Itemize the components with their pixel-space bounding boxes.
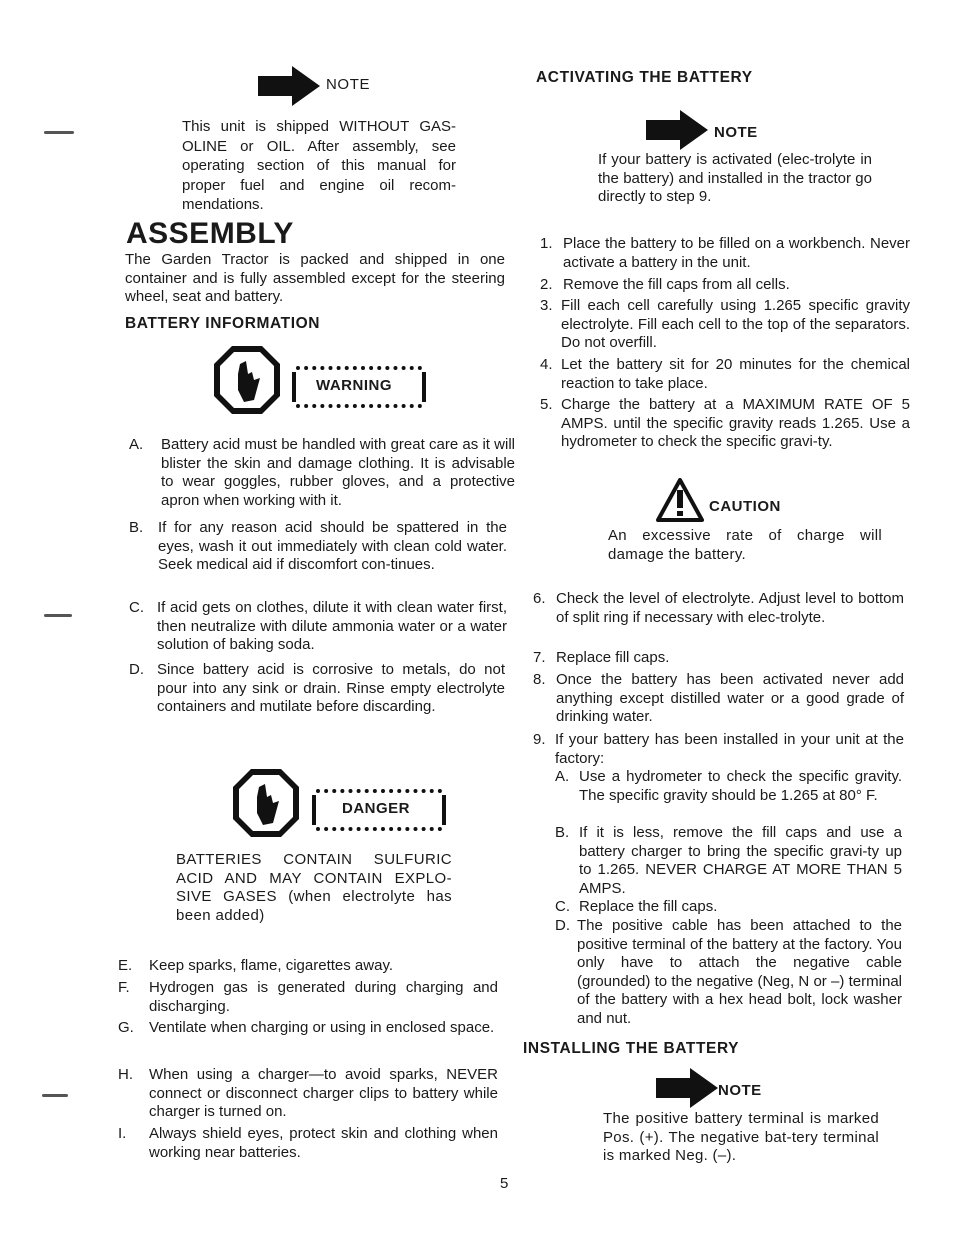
warning-banner (292, 366, 426, 408)
danger-banner-bottom-border (316, 823, 442, 831)
arrow-right-icon (656, 1068, 718, 1108)
note-2-label: NOTE (714, 124, 758, 141)
stop-hand-octagon-icon (212, 344, 282, 416)
warning-label: WARNING (316, 377, 392, 394)
arrow-right-icon (258, 66, 320, 106)
activating-heading: ACTIVATING THE BATTERY (536, 69, 753, 86)
note-3-header (656, 1068, 816, 1108)
danger-banner-top-border (316, 789, 442, 797)
assembly-intro: The Garden Tractor is packed and shipped in one container and is fully assembled except for the steering wheel, seat and battery. (125, 251, 505, 305)
warning-triangle-icon (656, 478, 704, 522)
danger-banner-left-border (312, 795, 316, 825)
scan-mark (42, 1094, 68, 1097)
caution-label: CAUTION (709, 498, 781, 515)
note-2-text: If your battery is activated (elec-trolyte in the battery) and installed in the tractor go directly to step 9. (598, 151, 872, 205)
note-1-text: This unit is shipped WITHOUT GAS-OLINE or OIL. After assembly, see operating section of this manual for proper fuel and engine oil recom-mendations. (182, 118, 456, 213)
note-1-header (258, 66, 418, 106)
battery-information-heading: BATTERY INFORMATION (125, 315, 321, 332)
danger-text: BATTERIES CONTAIN SULFURIC ACID AND MAY CONTAIN EXPLO-SIVE GASES (when electrolyte has been added) (176, 851, 452, 924)
note-1-label: NOTE (326, 76, 371, 93)
note-2-header (646, 110, 806, 150)
danger-banner-right-border (442, 795, 446, 825)
stop-hand-octagon-icon (231, 767, 301, 839)
page-title: ASSEMBLY (126, 217, 294, 250)
warning-banner-left-border (292, 372, 296, 402)
caution-text: An excessive rate of charge will damage the battery. (608, 527, 882, 563)
danger-banner (312, 789, 446, 831)
danger-label: DANGER (342, 800, 411, 817)
page-number: 5 (500, 1175, 509, 1192)
warning-banner-right-border (422, 372, 426, 402)
scan-mark (44, 614, 72, 617)
arrow-right-icon (646, 110, 708, 150)
scan-mark (44, 131, 74, 134)
warning-banner-top-border (296, 366, 422, 374)
warning-banner-bottom-border (296, 400, 422, 408)
note-3-label: NOTE (718, 1082, 762, 1099)
note-3-text: The positive battery terminal is marked Pos. (+). The negative bat-tery terminal is marked Neg. (–). (603, 1110, 879, 1164)
installing-heading: INSTALLING THE BATTERY (523, 1040, 740, 1057)
